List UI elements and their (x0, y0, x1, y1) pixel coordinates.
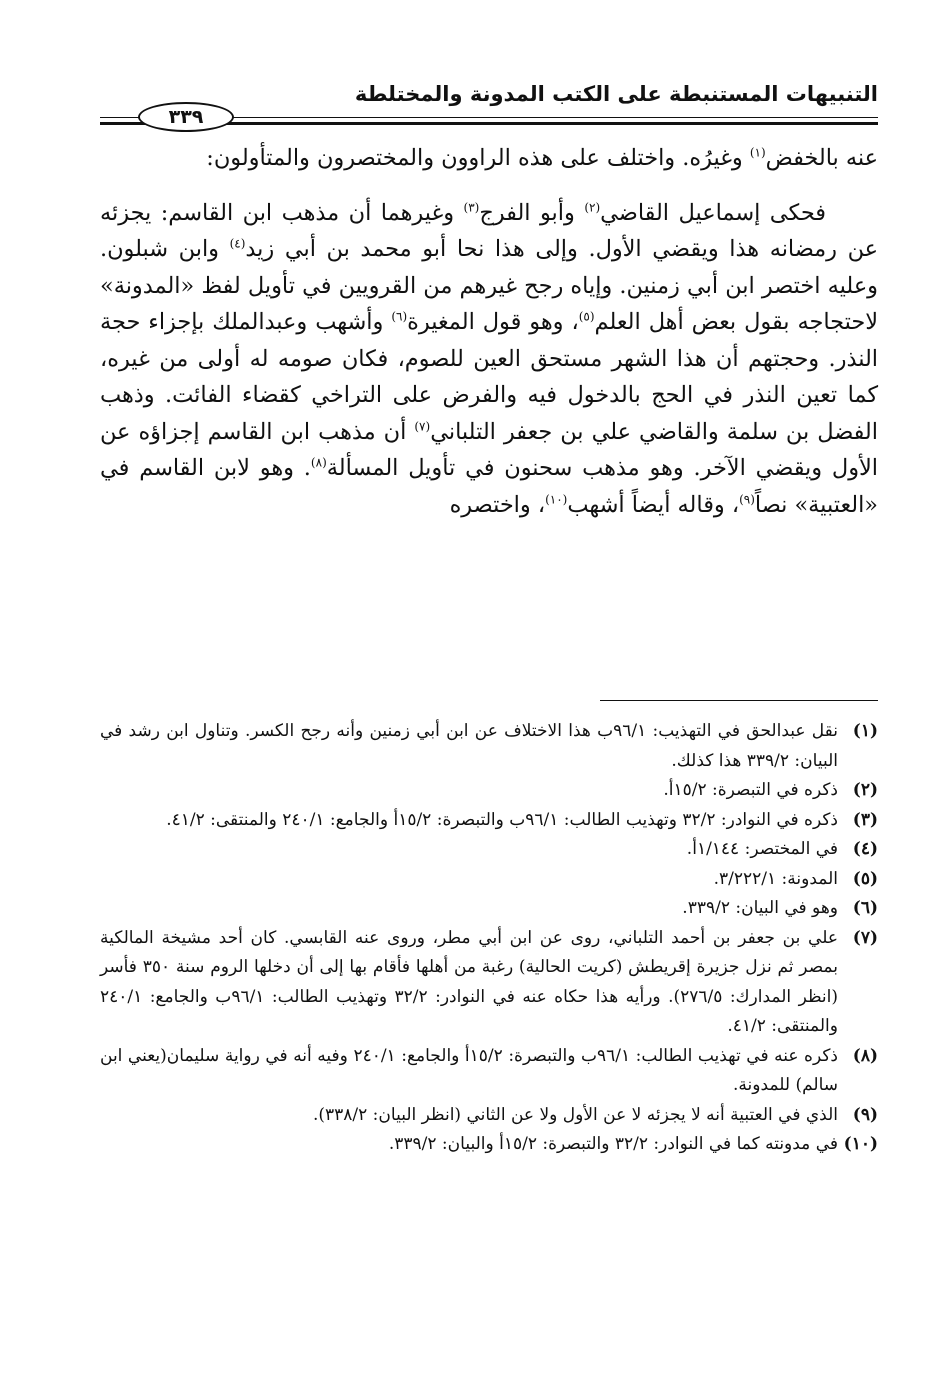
text-run: . وهو لابن القاسم في «العتبية» نصاً (100, 455, 878, 518)
footnote-4 (100, 835, 878, 865)
footnote-ref: (١٠) (545, 492, 568, 507)
page-number: ٣٣٩ (138, 102, 234, 132)
main-text (100, 140, 878, 523)
text-run: ، وقاله أيضاً أشهب (567, 491, 740, 518)
paragraph-2 (100, 195, 878, 524)
footnote-text: ذكره عنه في تهذيب الطالب: ٩٦/١ب والتبصرة: ١٥/٢أ والجامع: ٢٤٠/١ وفيه أنه في رواية سليمان(يعني ابن سالم) للمدونة. (100, 1045, 838, 1095)
text-run: ، واختصره (449, 491, 546, 518)
footnote-text: في المختصر: ١/١٤٤أ. (686, 839, 838, 859)
footnote-number: (٩) (852, 1104, 878, 1125)
page-header (100, 80, 878, 128)
text-run: عنه بالخفض (765, 145, 878, 171)
text-run: وأبو الفرج (479, 199, 585, 226)
footnote-number: (٢) (852, 780, 878, 800)
footnote-6 (100, 894, 878, 924)
footnote-9 (100, 1101, 878, 1131)
footnote-number: (٦) (852, 898, 878, 918)
footnote-7 (100, 924, 878, 1042)
paragraph-1 (100, 140, 878, 177)
text-run: ، وهو قول المغيرة (407, 309, 579, 335)
footnote-ref: (٤) (229, 236, 246, 251)
footnote-ref: (٧) (414, 419, 431, 434)
footnote-text: في مدونته كما في النوادر: ٣٢/٢ والتبصرة: ١٥/٢أ والبيان: ٣٣٩/٢. (388, 1134, 838, 1154)
footnote-ref: (٣) (463, 200, 480, 215)
text-run: وأشهب وعبدالملك بإجزاء حجة النذر. وحجتهم أن هذا الشهر مستحق العين للصوم، فكان صومه له أولى من غيره، كما تعين النذر في الحج بالدخول فيه والفرض على التراخي كقضاء الفائت. وذهب الفضل بن سلمة والقاضي علي بن جعفر التلباني (100, 309, 878, 445)
text-run: فحكى إسماعيل القاضي (600, 199, 826, 226)
footnote-text: ذكره في التبصرة: ١٥/٢أ. (663, 780, 838, 800)
footnote-8 (100, 1042, 878, 1101)
footnote-number: (٨) (852, 1045, 878, 1066)
footnote-1 (100, 717, 878, 776)
text-run: أن مذهب ابن القاسم إجزاؤه عن الأول ويقضي الآخر. وهو مذهب سحنون في تأويل المسألة (100, 418, 878, 481)
running-title: التنبيهات المستنبطة على الكتب المدونة والمختلطة (354, 82, 878, 106)
text-run: وابن شبلون. وعليه اختصر ابن أبي زمنين. وإياه رجح غيرهم من القرويين في تأويل لفظ «المدونة» لاحتجاجه بقول بعض أهل العلم (100, 236, 879, 335)
footnote-ref: (١) (749, 145, 766, 160)
footnote-ref: (٥) (578, 309, 595, 324)
footnote-number: (٣) (852, 809, 878, 830)
footnote-ref: (٦) (391, 309, 408, 324)
footnote-5 (100, 865, 878, 895)
footnote-text: علي بن جعفر بن أحمد التلباني، روى عن ابن أبي مطر، وروى عنه القابسي. كان أحد مشيخة المالكية بمصر ثم نزل جزيرة إقريطش (كريت الحالية) رغبة من أهلها فأقام بها إلى أن دخلها الروم سنة ٣٥٠ فأسر (انظر المدارك: ٢٧٦/٥). ورأيه هذا حكاه عنه في النوادر: ٣٢/٢ وتهذيب الطالب: ٩٦/١ب والجامع: ٢٤٠/١ والمنتقى: ٤١/٢. (100, 927, 838, 1036)
text-run: وغيرهما أن مذهب ابن القاسم: يجزئه عن رمضانه هذا ويقضي الأول. وإلى هذا نحا أبو محمد بن أبي زيد (100, 199, 878, 262)
footnote-ref: (٢) (584, 200, 601, 215)
footnote-ref: (٩) (739, 492, 755, 507)
footnote-text: المدونة: ٣/٢٢٢/١. (713, 868, 838, 889)
footnotes (100, 717, 878, 1160)
footnote-separator (600, 700, 878, 701)
footnote-ref: (٨) (310, 455, 327, 470)
footnote-number: (٤) (852, 839, 878, 859)
footnote-number: (١٠) (843, 1134, 878, 1154)
footnote-text: الذي في العتبية أنه لا يجزئه لا عن الأول ولا عن الثاني (انظر البيان: ٣٣٨/٢). (312, 1104, 838, 1125)
footnote-10 (100, 1130, 878, 1160)
footnote-number: (١) (852, 721, 878, 741)
footnote-number: (٥) (852, 868, 878, 889)
footnote-2 (100, 776, 878, 806)
footnote-text: وهو في البيان: ٣٣٩/٢. (682, 898, 838, 918)
footnote-number: (٧) (852, 927, 878, 948)
text-run: وغيرُه. واختلف على هذه الراوون والمختصرون والمتأولون: (206, 145, 750, 171)
footnote-3 (100, 806, 878, 836)
footnote-text: نقل عبدالحق في التهذيب: ٩٦/١ب هذا الاختلاف عن ابن أبي زمنين وأنه رجح الكسر. وتناول ابن رشد في البيان: ٣٣٩/٢ هذا كذلك. (100, 721, 838, 771)
footnote-text: ذكره في النوادر: ٣٢/٢ وتهذيب الطالب: ٩٦/١ب والتبصرة: ١٥/٢أ والجامع: ٢٤٠/١ والمنتقى: ٤١/٢. (166, 809, 838, 830)
